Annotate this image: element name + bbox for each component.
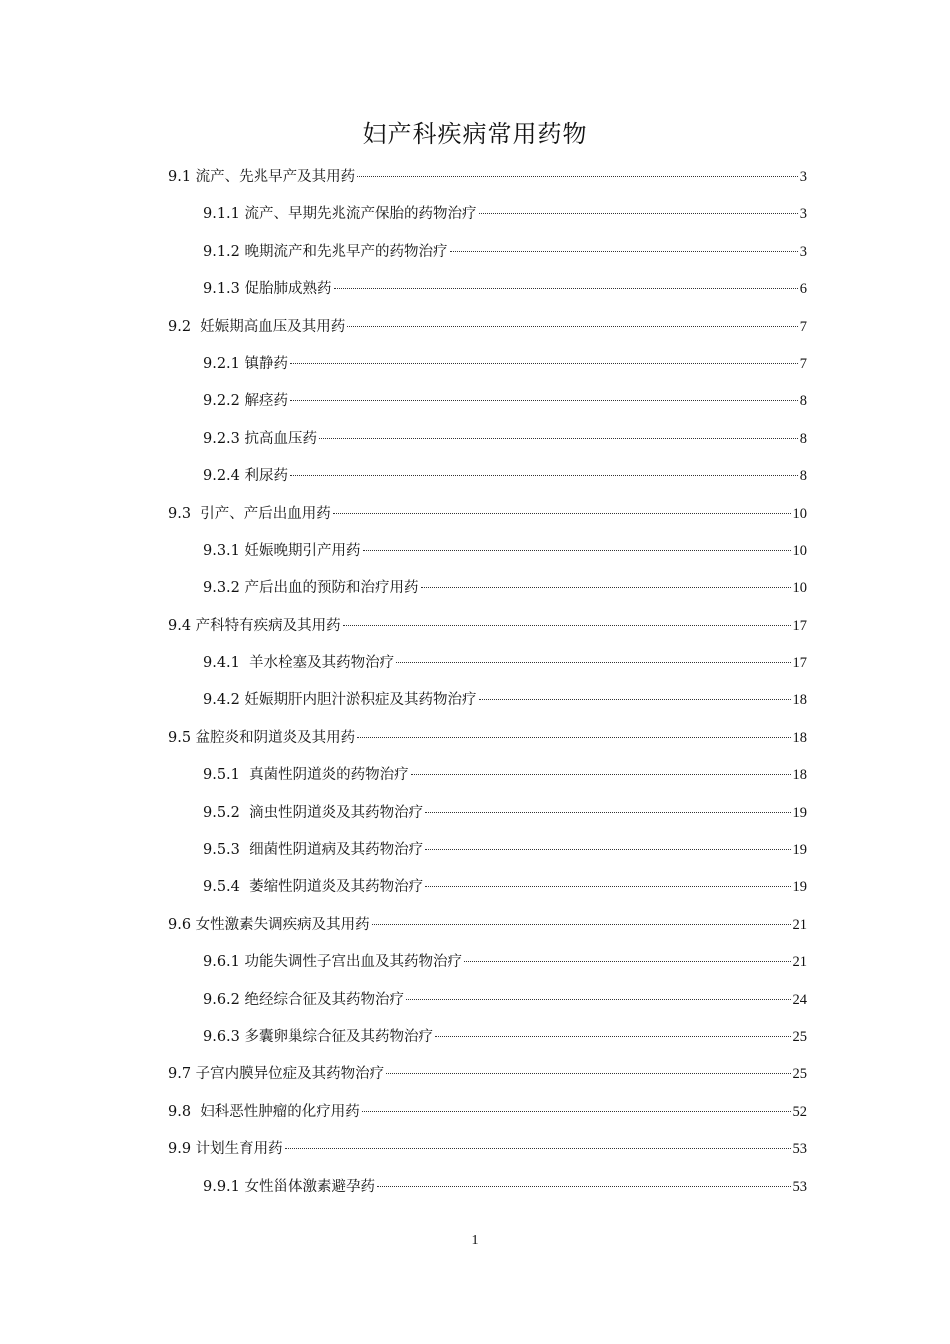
page-title: 妇产科疾病常用药物 [362,120,588,148]
toc-entry-page: 17 [792,655,807,672]
toc-entry-label: 9.2.4 利尿药 [203,468,289,485]
toc-subsection-entry[interactable] [0,421,950,458]
toc-dot-leader [425,849,790,850]
toc-entry-page: 19 [792,842,807,859]
toc-section-entry[interactable] [0,159,950,196]
toc-entry-page: 18 [792,692,807,709]
toc-dot-leader [464,961,790,962]
toc-subsection-entry[interactable] [0,869,950,906]
toc-entry-page: 3 [799,243,807,260]
toc-entry-page: 17 [792,617,807,634]
toc-entry-label: 9.6.1 功能失调性子宫出血及其药物治疗 [203,954,463,971]
toc-subsection-entry[interactable] [0,944,950,981]
toc-entry-page: 53 [792,1141,807,1158]
toc-entry-page: 18 [792,767,807,784]
toc-entry-label: 9.5.4 萎缩性阴道炎及其药物治疗 [203,879,424,896]
toc-section-entry[interactable] [0,907,950,944]
toc-dot-leader [333,513,791,514]
toc-entry-page: 19 [792,879,807,896]
toc-subsection-entry[interactable] [0,795,950,832]
toc-subsection-entry[interactable] [0,458,950,495]
toc-dot-leader [347,326,797,327]
toc-entry-label: 9.2.2 解痉药 [203,393,289,410]
toc-entry-page: 8 [799,430,807,447]
toc-entry-page: 52 [792,1103,807,1120]
toc-dot-leader [334,288,798,289]
toc-dot-leader [362,1111,791,1112]
toc-entry-label: 9.1 流产、先兆早产及其用药 [168,169,356,185]
toc-entry-page: 21 [792,954,807,971]
toc-section-entry[interactable] [0,1056,950,1093]
toc-entry-label: 9.6.2 绝经综合征及其药物治疗 [203,991,405,1008]
toc-dot-leader [435,1036,790,1037]
toc-dot-leader [421,587,791,588]
toc-entry-label: 9.9.1 女性甾体激素避孕药 [203,1178,376,1195]
toc-dot-leader [479,213,798,214]
toc-subsection-entry[interactable] [0,682,950,719]
toc-entry-label: 9.1.1 流产、早期先兆流产保胎的药物治疗 [203,206,477,223]
toc-entry-label: 9.7 子宫内膜异位症及其药物治疗 [168,1066,385,1083]
toc-subsection-entry[interactable] [0,645,950,682]
toc-entry-label: 9.1.2 晚期流产和先兆早产的药物治疗 [203,243,448,260]
toc-dot-leader [357,176,798,177]
toc-entry-page: 21 [792,916,807,933]
toc-dot-leader [406,999,790,1000]
toc-entry-page: 53 [792,1178,807,1195]
toc-entry-label: 9.3.2 产后出血的预防和治疗用药 [203,580,419,597]
toc-entry-label: 9.8 妇科恶性肿瘤的化疗用药 [168,1103,360,1120]
toc-dot-leader [290,475,798,476]
toc-entry-page: 7 [799,355,807,372]
toc-dot-leader [450,251,798,252]
toc-entry-label: 9.2 妊娠期高血压及其用药 [168,318,346,335]
toc-dot-leader [290,363,798,364]
toc-entry-page: 8 [799,468,807,485]
toc-entry-page: 6 [799,281,807,298]
toc-entry-page: 25 [792,1028,807,1045]
toc-dot-leader [319,438,798,439]
table-of-contents [0,159,950,1206]
toc-dot-leader [343,625,791,626]
toc-dot-leader [285,1148,791,1149]
toc-entry-page: 3 [799,206,807,223]
toc-entry-label: 9.4 产科特有疾病及其用药 [168,617,341,634]
toc-entry-label: 9.9 计划生育用药 [168,1141,283,1158]
toc-entry-page: 8 [799,393,807,410]
toc-subsection-entry[interactable] [0,383,950,420]
toc-section-entry[interactable] [0,720,950,757]
toc-entry-page: 24 [792,991,807,1008]
toc-dot-leader [363,550,791,551]
toc-section-entry[interactable] [0,1094,950,1131]
toc-entry-page: 18 [792,729,807,746]
toc-subsection-entry[interactable] [0,271,950,308]
toc-section-entry[interactable] [0,608,950,645]
toc-entry-page: 19 [792,804,807,821]
toc-entry-label: 9.5.1 真菌性阴道炎的药物治疗 [203,767,409,784]
toc-entry-page: 10 [792,580,807,597]
toc-dot-leader [425,886,790,887]
toc-dot-leader [377,1186,790,1187]
page-number: 1 [471,1233,479,1248]
toc-subsection-entry[interactable] [0,1019,950,1056]
toc-subsection-entry[interactable] [0,982,950,1019]
toc-subsection-entry[interactable] [0,346,950,383]
toc-subsection-entry[interactable] [0,1169,950,1206]
toc-dot-leader [290,400,798,401]
toc-subsection-entry[interactable] [0,757,950,794]
toc-entry-label: 9.4.2 妊娠期肝内胆汁淤积症及其药物治疗 [203,692,477,709]
toc-entry-label: 9.5.2 滴虫性阴道炎及其药物治疗 [203,804,424,821]
toc-entry-label: 9.5 盆腔炎和阴道炎及其用药 [168,729,356,746]
toc-dot-leader [372,924,791,925]
toc-entry-label: 9.4.1 羊水栓塞及其药物治疗 [203,655,395,672]
toc-subsection-entry[interactable] [0,196,950,233]
toc-section-entry[interactable] [0,309,950,346]
toc-entry-label: 9.2.3 抗高血压药 [203,430,318,447]
toc-subsection-entry[interactable] [0,533,950,570]
toc-entry-page: 7 [799,318,807,335]
toc-dot-leader [357,737,790,738]
toc-entry-label: 9.5.3 细菌性阴道病及其药物治疗 [203,842,424,859]
toc-entry-label: 9.1.3 促胎肺成熟药 [203,281,332,298]
toc-dot-leader [411,774,791,775]
toc-dot-leader [396,662,790,663]
toc-entry-label: 9.3 引产、产后出血用药 [168,505,331,522]
toc-entry-page: 10 [792,505,807,522]
toc-entry-label: 9.6.3 多囊卵巢综合征及其药物治疗 [203,1028,434,1045]
toc-dot-leader [386,1073,790,1074]
toc-subsection-entry[interactable] [0,570,950,607]
toc-entry-page: 3 [799,169,807,185]
toc-entry-page: 25 [792,1066,807,1083]
toc-entry-label: 9.3.1 妊娠晚期引产用药 [203,542,361,559]
toc-section-entry[interactable] [0,496,950,533]
toc-entry-page: 10 [792,542,807,559]
toc-dot-leader [425,812,790,813]
toc-dot-leader [479,699,791,700]
toc-entry-label: 9.2.1 镇静药 [203,355,289,372]
toc-section-entry[interactable] [0,1131,950,1168]
toc-subsection-entry[interactable] [0,234,950,271]
toc-subsection-entry[interactable] [0,832,950,869]
toc-entry-label: 9.6 女性激素失调疾病及其用药 [168,916,370,933]
